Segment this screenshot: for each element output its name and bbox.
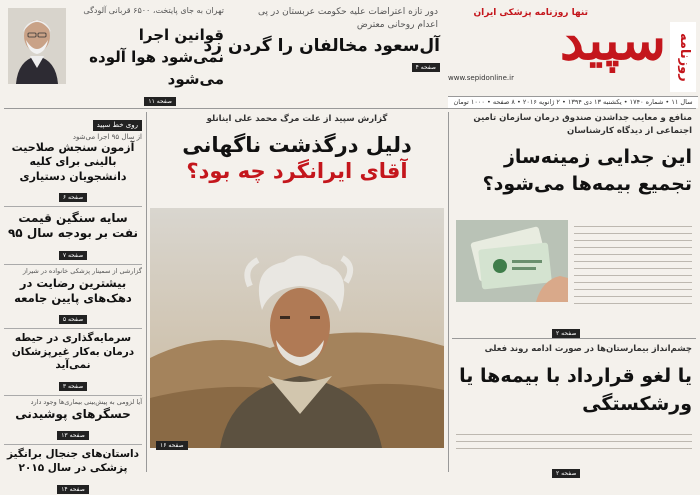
top-center-headline: آل‌سعود مخالفان را گردن زد xyxy=(203,36,440,56)
page-ref-tag: صفحه ۷ xyxy=(59,251,87,260)
list-item[interactable] xyxy=(4,396,142,446)
masthead-website[interactable]: www.sepidonline.ir xyxy=(448,74,514,82)
list-item[interactable] xyxy=(4,445,142,494)
right-bottom-body-text xyxy=(456,428,692,454)
lead-story[interactable] xyxy=(150,112,444,472)
portrait-illustration xyxy=(8,8,66,84)
lead-headline-line2: آقای ایرانگرد چه بود؟ xyxy=(186,159,408,183)
portrait-photo xyxy=(8,8,66,84)
right-top-body-text xyxy=(574,220,692,310)
left-column xyxy=(4,112,142,493)
list-item-kicker: از سال ۹۵ اجرا می‌شود xyxy=(72,133,142,141)
list-item-kicker: آیا لزومی به پیش‌بینی بیماری‌ها وجود دارد xyxy=(30,397,142,406)
right-top-page-ref xyxy=(552,320,580,339)
lead-kicker: گزارش سپید از علت مرگ محمد علی اینانلو xyxy=(206,114,388,124)
list-item-headline: سایه سنگین قیمت نفت بر بودجه سال ۹۵ xyxy=(7,210,138,241)
list-item[interactable] xyxy=(4,329,142,396)
left-column-header xyxy=(4,112,142,131)
top-center-page-ref xyxy=(230,63,440,72)
lead-photo xyxy=(150,208,444,448)
lead-photo-ref xyxy=(156,432,188,451)
list-item-page-wrap xyxy=(4,242,142,261)
masthead-subtitle: تنها روزنامه پزشکی ایران xyxy=(473,8,588,18)
right-bottom-story[interactable] xyxy=(452,342,696,477)
left-column-header-tag: روی خط سپید xyxy=(93,120,142,131)
page-ref-tag: صفحه ۶ xyxy=(59,193,87,202)
top-divider xyxy=(4,108,696,109)
masthead xyxy=(448,4,698,106)
list-item-page-wrap xyxy=(4,422,142,441)
top-center-story[interactable] xyxy=(203,2,440,102)
masthead-info: سال ۱۱ • شماره ۱۷۴۰ • یکشنبه ۱۳ دی ۱۳۹۴ • ۲ ژانویه ۲۰۱۶ • ۸ صفحه • ۱۰۰۰ تومان xyxy=(448,96,698,108)
right-bottom-kicker: چشم‌انداز بیمارستان‌ها در صورت ادامه روند فعلی xyxy=(484,344,692,354)
top-left-headline: قوانین اجرا نمی‌شود هوا آلوده می‌شود xyxy=(89,26,224,88)
page-ref-tag: صفحه ۱۶ xyxy=(156,441,188,450)
top-left-page-ref xyxy=(144,88,176,107)
page-ref-tag: صفحه ۵ xyxy=(59,315,87,324)
masthead-title: سپید xyxy=(559,8,666,72)
list-item-headline: داستان‌های جنجال برانگیز پزشکی در سال ۲۰۱۵ xyxy=(6,448,140,475)
list-item[interactable] xyxy=(4,265,142,329)
right-top-headline: این جدایی زمینه‌ساز تجمیع بیمه‌ها می‌شود؟ xyxy=(482,146,692,195)
column-divider-left xyxy=(146,112,147,472)
page-ref-tag: صفحه ۲ xyxy=(552,329,580,338)
list-item-headline: سرمایه‌گذاری در حیطه درمان به‌کار غیرپزشکان نمی‌آید xyxy=(11,331,135,372)
page-ref-tag: صفحه ۱۴ xyxy=(57,485,89,494)
explorer-portrait-illustration xyxy=(150,208,444,448)
right-top-story[interactable] xyxy=(452,112,696,337)
page-ref-tag: صفحه ۲ xyxy=(552,469,580,478)
page-ref-tag: صفحه ۳ xyxy=(59,382,87,391)
list-item-headline: حسگرهای پوشیدنی xyxy=(15,406,131,421)
list-item-kicker: گزارشی از سمینار پزشکی خانواده در شیراز xyxy=(22,267,142,276)
right-bottom-headline: یا لغو قرارداد با بیمه‌ها یا ورشکستگی xyxy=(459,365,692,415)
insurance-cards-photo xyxy=(456,220,568,302)
right-top-kicker: منافع و معایب جداشدن صندوق درمان سازمان تامین اجتماعی از دیدگاه کارشناسان xyxy=(473,113,692,136)
list-item[interactable] xyxy=(4,207,142,265)
page-ref-tag: صفحه ۱۱ xyxy=(144,97,176,106)
list-item-page-wrap xyxy=(4,373,142,392)
list-item-page-wrap xyxy=(4,184,142,203)
insurance-cards-illustration xyxy=(456,220,568,302)
list-item-headline: آزمون سنجش صلاحیت بالینی برای کلیه دانشجویان دستیاری xyxy=(11,141,135,183)
list-item-page-wrap xyxy=(4,306,142,325)
right-bottom-page-ref xyxy=(552,460,580,479)
list-item-headline: بیشترین رضایت در دهک‌های پایین جامعه xyxy=(14,276,132,306)
masthead-label: روزنامه xyxy=(670,22,696,92)
column-divider-right xyxy=(448,112,449,472)
list-item-page-wrap xyxy=(4,476,142,495)
top-center-kicker: دور تازه اعتراضات علیه حکومت عربستان در پی اعدام روحانی معترض xyxy=(258,7,438,30)
top-left-story[interactable] xyxy=(4,2,226,105)
list-item[interactable] xyxy=(4,131,142,207)
right-mid-divider xyxy=(452,338,696,339)
page-ref-tag: صفحه ۱۳ xyxy=(57,431,89,440)
lead-headline-line1: دلیل درگذشت ناگهانی xyxy=(182,133,412,157)
page-ref-tag: صفحه ۴ xyxy=(412,63,440,72)
top-left-kicker: تهران به جای پایتخت، ۶۵۰۰ قربانی آلودگی xyxy=(83,6,224,15)
